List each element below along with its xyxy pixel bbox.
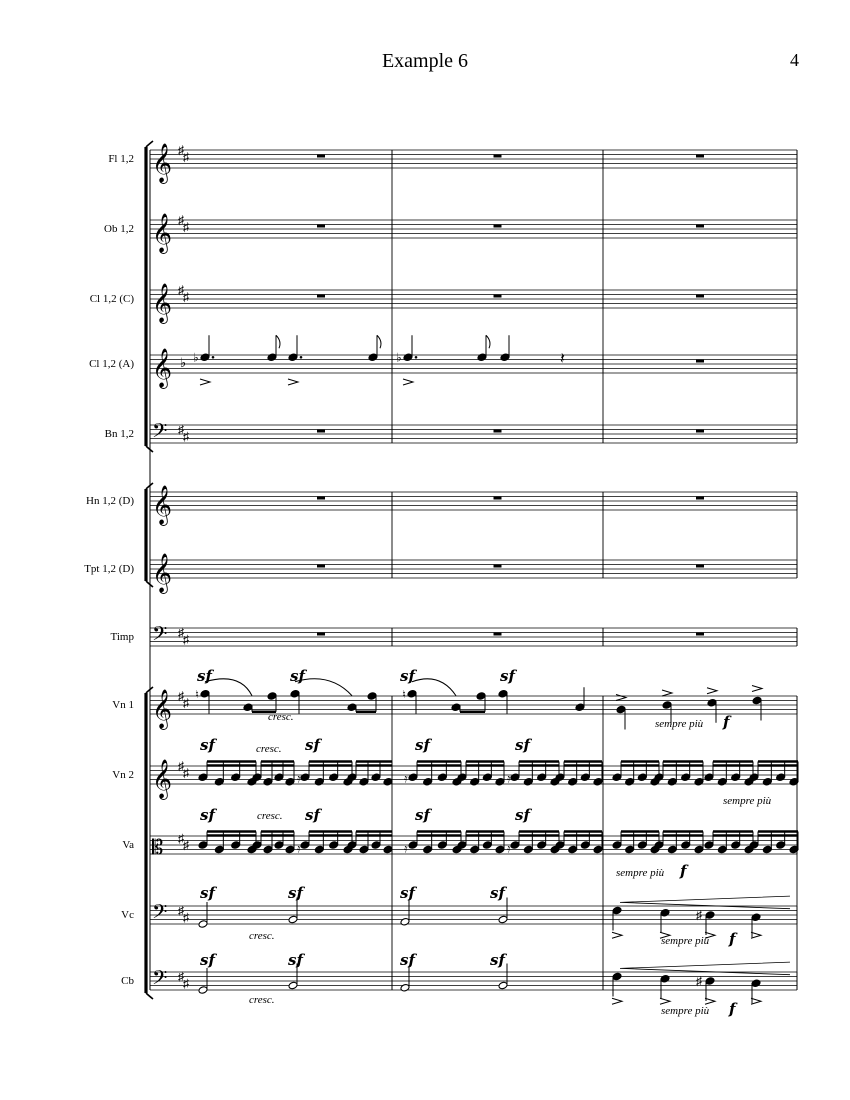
notehead (407, 689, 417, 698)
sempre-piu-marking: sempre più (661, 1005, 710, 1017)
notehead (347, 773, 357, 782)
notehead (231, 841, 241, 850)
whole-rest (696, 633, 704, 636)
notehead (314, 777, 324, 786)
staves (146, 141, 797, 999)
sf-marking: sf (305, 806, 320, 824)
notehead (625, 777, 635, 786)
crescendo-hairpin (620, 896, 790, 909)
sf-marking: sf (200, 951, 215, 969)
notehead (694, 777, 704, 786)
notehead (408, 773, 418, 782)
markings (197, 379, 790, 1018)
instrument-label: Timp (110, 631, 134, 643)
notehead (762, 777, 772, 786)
instrument-label: Ob 1,2 (104, 223, 134, 235)
notehead (612, 773, 622, 782)
quarter-rest: 𝄽 (560, 350, 565, 368)
treble-clef-icon: 𝄞 (152, 348, 173, 388)
sharp-icon: ♯ (183, 149, 189, 164)
notehead (612, 972, 622, 981)
whole-rest (494, 497, 502, 500)
whole-rest (317, 225, 325, 228)
notehead (359, 777, 369, 786)
notehead (263, 845, 273, 854)
sharp-icon: ♯ (183, 219, 189, 234)
notehead (482, 841, 492, 850)
sharp-icon: ♯ (178, 143, 184, 157)
sf-marking: sf (515, 736, 530, 754)
notehead (580, 841, 590, 850)
notehead (612, 841, 622, 850)
sf-marking: sf (200, 736, 215, 754)
notehead (555, 773, 565, 782)
whole-rest (317, 155, 325, 158)
notehead (705, 911, 715, 920)
instrument-label: Cl 1,2 (A) (89, 358, 134, 370)
instrument-label: Bn 1,2 (104, 428, 134, 440)
notehead (252, 841, 262, 850)
notehead (347, 841, 357, 850)
notehead (625, 845, 635, 854)
notehead (752, 696, 762, 705)
notehead (593, 845, 603, 854)
cresc-marking: cresc. (256, 743, 282, 755)
instrument-label: Va (122, 839, 134, 851)
sf-marking: sf (290, 667, 305, 685)
notehead (523, 845, 533, 854)
sharp-icon: ♯ (696, 908, 702, 922)
sharp-icon: ♯ (178, 831, 184, 846)
flag (486, 335, 490, 348)
flat-icon: ♭ (180, 355, 187, 370)
notehead (457, 841, 467, 850)
whole-rest (696, 295, 704, 298)
accent-mark (288, 379, 298, 385)
accent-mark (707, 688, 717, 694)
page-number: 4 (790, 50, 799, 70)
accent-mark (612, 998, 622, 1004)
bass-clef-icon: 𝄢 (152, 622, 168, 650)
sixteenth-rest: 𝄿 (507, 841, 511, 856)
sixteenth-rest: 𝄿 (297, 771, 301, 786)
sharp-icon: ♯ (183, 632, 189, 647)
whole-rest (494, 565, 502, 568)
notehead (731, 841, 741, 850)
notehead (751, 979, 761, 988)
notehead (731, 773, 741, 782)
notehead (537, 841, 547, 850)
slur (205, 679, 252, 696)
notehead (371, 773, 381, 782)
sempre-piu-marking: sempre più (655, 718, 704, 730)
bass-clef-icon: 𝄢 (152, 900, 168, 928)
notehead (575, 703, 585, 712)
notehead (637, 773, 647, 782)
notehead (285, 777, 295, 786)
notehead (537, 773, 547, 782)
instrument-label: Fl 1,2 (108, 153, 134, 165)
sf-marking: sf (288, 884, 303, 902)
treble-clef-icon: 𝄞 (152, 689, 173, 729)
sharp-icon: ♯ (183, 429, 189, 444)
sf-marking: sf (288, 951, 303, 969)
whole-rest (696, 565, 704, 568)
accent-mark (752, 686, 762, 692)
notehead (314, 845, 324, 854)
whole-rest (494, 295, 502, 298)
page-title: Example 6 (381, 50, 469, 72)
notehead (457, 773, 467, 782)
notehead (498, 689, 508, 698)
whole-rest (317, 497, 325, 500)
whole-rest (696, 155, 704, 158)
whole-rest (696, 430, 704, 433)
notehead (654, 773, 664, 782)
notehead (267, 353, 277, 362)
whole-rest (494, 155, 502, 158)
notehead (329, 773, 339, 782)
notehead (789, 845, 799, 854)
notehead (568, 777, 578, 786)
notehead (523, 777, 533, 786)
notehead (367, 692, 377, 701)
dot (212, 356, 215, 359)
bass-clef-icon: 𝄢 (152, 419, 168, 447)
whole-rest (696, 225, 704, 228)
notehead (704, 841, 714, 850)
alto-clef-icon: 𝄡 (152, 835, 164, 859)
forte-marking: f (729, 930, 736, 948)
notehead (704, 773, 714, 782)
notehead (476, 692, 486, 701)
sf-marking: sf (400, 951, 415, 969)
sharp-icon: ♯ (178, 422, 184, 437)
sempre-piu-marking: sempre più (723, 795, 772, 807)
sf-marking: sf (197, 667, 212, 685)
notehead (762, 845, 772, 854)
sf-marking: sf (500, 667, 515, 685)
sf-marking: sf (415, 736, 430, 754)
notehead (593, 777, 603, 786)
notehead (662, 701, 672, 710)
notehead (290, 689, 300, 698)
notehead (751, 913, 761, 922)
notehead (198, 986, 208, 995)
sempre-piu-marking: sempre più (616, 867, 665, 879)
accent-mark (705, 998, 715, 1004)
sharp-icon: ♯ (178, 969, 184, 984)
notehead (510, 841, 520, 850)
notehead (274, 841, 284, 850)
slur (412, 679, 456, 696)
notehead (612, 906, 622, 915)
sharp-icon: ♯ (183, 910, 189, 925)
sharp-icon: ♯ (178, 903, 184, 918)
notehead (681, 773, 691, 782)
sharp-icon: ♯ (183, 976, 189, 991)
sharp-icon: ♯ (183, 765, 189, 780)
notehead (200, 353, 210, 362)
notehead (198, 773, 208, 782)
notehead (198, 841, 208, 850)
treble-clef-icon: 𝄞 (152, 283, 173, 323)
flat-icon: ♭ (396, 350, 402, 365)
sharp-icon: ♯ (183, 838, 189, 852)
instrument-label: Cb (121, 975, 134, 987)
notehead (368, 353, 378, 362)
flat-icon: ♭ (193, 350, 199, 365)
sf-marking: sf (305, 736, 320, 754)
notehead (470, 777, 480, 786)
instrument-label: Vn 1 (112, 699, 134, 711)
sharp-icon: ♯ (183, 695, 189, 710)
notehead (705, 977, 715, 986)
sf-marking: sf (415, 806, 430, 824)
sixteenth-rest: 𝄿 (404, 841, 408, 856)
whole-rest (494, 225, 502, 228)
notehead (616, 705, 626, 714)
notehead (347, 703, 357, 712)
whole-rest (317, 565, 325, 568)
whole-rest (317, 430, 325, 433)
accent-mark (403, 379, 413, 385)
natural-icon: ♮ (402, 688, 406, 701)
notehead (371, 841, 381, 850)
notehead (267, 692, 277, 701)
notehead (288, 981, 298, 990)
notehead (214, 845, 224, 854)
forte-marking: f (680, 862, 687, 880)
accent-mark (616, 695, 626, 701)
notehead (408, 841, 418, 850)
sixteenth-rest: 𝄿 (404, 771, 408, 786)
whole-rest (494, 430, 502, 433)
cresc-marking: cresc. (249, 994, 275, 1006)
sharp-icon: ♯ (178, 213, 184, 227)
notehead (214, 777, 224, 786)
accent-mark (660, 998, 670, 1004)
notehead (776, 841, 786, 850)
notehead (477, 353, 487, 362)
notehead (482, 773, 492, 782)
flag (377, 335, 381, 348)
notehead (568, 845, 578, 854)
instrument-label: Tpt 1,2 (D) (84, 563, 134, 575)
dot (300, 356, 303, 359)
sf-marking: sf (400, 667, 415, 685)
notehead (495, 777, 505, 786)
notehead (667, 845, 677, 854)
notehead (717, 845, 727, 854)
treble-clef-icon: 𝄞 (152, 759, 173, 799)
flag (276, 335, 280, 348)
notehead (667, 777, 677, 786)
notehead (437, 841, 447, 850)
notehead (498, 915, 508, 924)
cresc-marking: cresc. (257, 810, 283, 822)
notehead (495, 845, 505, 854)
notehead (681, 841, 691, 850)
instrument-label: Cl 1,2 (C) (89, 293, 134, 305)
whole-rest (317, 633, 325, 636)
notehead (198, 920, 208, 929)
sharp-icon: ♯ (178, 625, 184, 640)
notehead (717, 777, 727, 786)
cresc-marking: cresc. (249, 930, 275, 942)
treble-clef-icon: 𝄞 (152, 143, 173, 183)
notehead (329, 841, 339, 850)
treble-clef-icon: 𝄞 (152, 213, 173, 253)
notehead (637, 841, 647, 850)
notehead (451, 703, 461, 712)
notehead (274, 773, 284, 782)
notehead (383, 777, 393, 786)
instrument-label: Vc (121, 909, 134, 921)
accent-mark (612, 932, 622, 938)
whole-rest (696, 360, 704, 363)
notehead (403, 353, 413, 362)
dot (415, 356, 418, 359)
notehead (243, 703, 253, 712)
accent-mark (200, 379, 210, 385)
natural-icon: ♮ (195, 688, 199, 701)
notehead (749, 841, 759, 850)
notehead (555, 841, 565, 850)
sharp-icon: ♯ (178, 759, 184, 773)
forte-marking: f (729, 1000, 736, 1018)
forte-marking: f (723, 713, 730, 731)
notehead (400, 983, 410, 992)
sixteenth-rest: 𝄿 (507, 771, 511, 786)
treble-clef-icon: 𝄞 (152, 553, 173, 593)
instrument-label: Vn 2 (112, 769, 134, 781)
sf-marking: sf (400, 884, 415, 902)
notehead (437, 773, 447, 782)
sf-marking: sf (515, 806, 530, 824)
notehead (300, 773, 310, 782)
notehead (200, 689, 210, 698)
notehead (660, 908, 670, 917)
sf-marking: sf (200, 806, 215, 824)
notehead (749, 773, 759, 782)
sharp-icon: ♯ (178, 283, 184, 297)
accent-mark (662, 690, 672, 696)
notehead (288, 915, 298, 924)
sixteenth-rest: 𝄿 (297, 841, 301, 856)
notehead (400, 917, 410, 926)
notehead (300, 841, 310, 850)
sempre-piu-marking: sempre più (661, 935, 710, 947)
notehead (285, 845, 295, 854)
whole-rest (317, 295, 325, 298)
notehead (231, 773, 241, 782)
notehead (510, 773, 520, 782)
sf-marking: sf (490, 951, 505, 969)
notehead (500, 353, 510, 362)
notehead (423, 845, 433, 854)
notehead (252, 773, 262, 782)
bass-clef-icon: 𝄢 (152, 966, 168, 994)
sharp-icon: ♯ (183, 289, 189, 304)
sf-marking: sf (490, 884, 505, 902)
notehead (580, 773, 590, 782)
sharp-icon: ♯ (178, 689, 184, 703)
notehead (263, 777, 273, 786)
whole-rest (696, 497, 704, 500)
notehead (707, 698, 717, 707)
cresc-marking: cresc. (268, 711, 294, 723)
notes (193, 155, 799, 1004)
notehead (498, 981, 508, 990)
notehead (654, 841, 664, 850)
instrument-label: Hn 1,2 (D) (86, 495, 134, 507)
notehead (694, 845, 704, 854)
whole-rest (494, 633, 502, 636)
sf-marking: sf (200, 884, 215, 902)
notehead (423, 777, 433, 786)
notehead (383, 845, 393, 854)
notehead (789, 777, 799, 786)
crescendo-hairpin (620, 962, 790, 975)
instrument-labels (84, 143, 189, 994)
notehead (470, 845, 480, 854)
notehead (288, 353, 298, 362)
notehead (660, 974, 670, 983)
treble-clef-icon: 𝄞 (152, 485, 173, 525)
notehead (776, 773, 786, 782)
notehead (359, 845, 369, 854)
sharp-icon: ♯ (696, 974, 702, 988)
